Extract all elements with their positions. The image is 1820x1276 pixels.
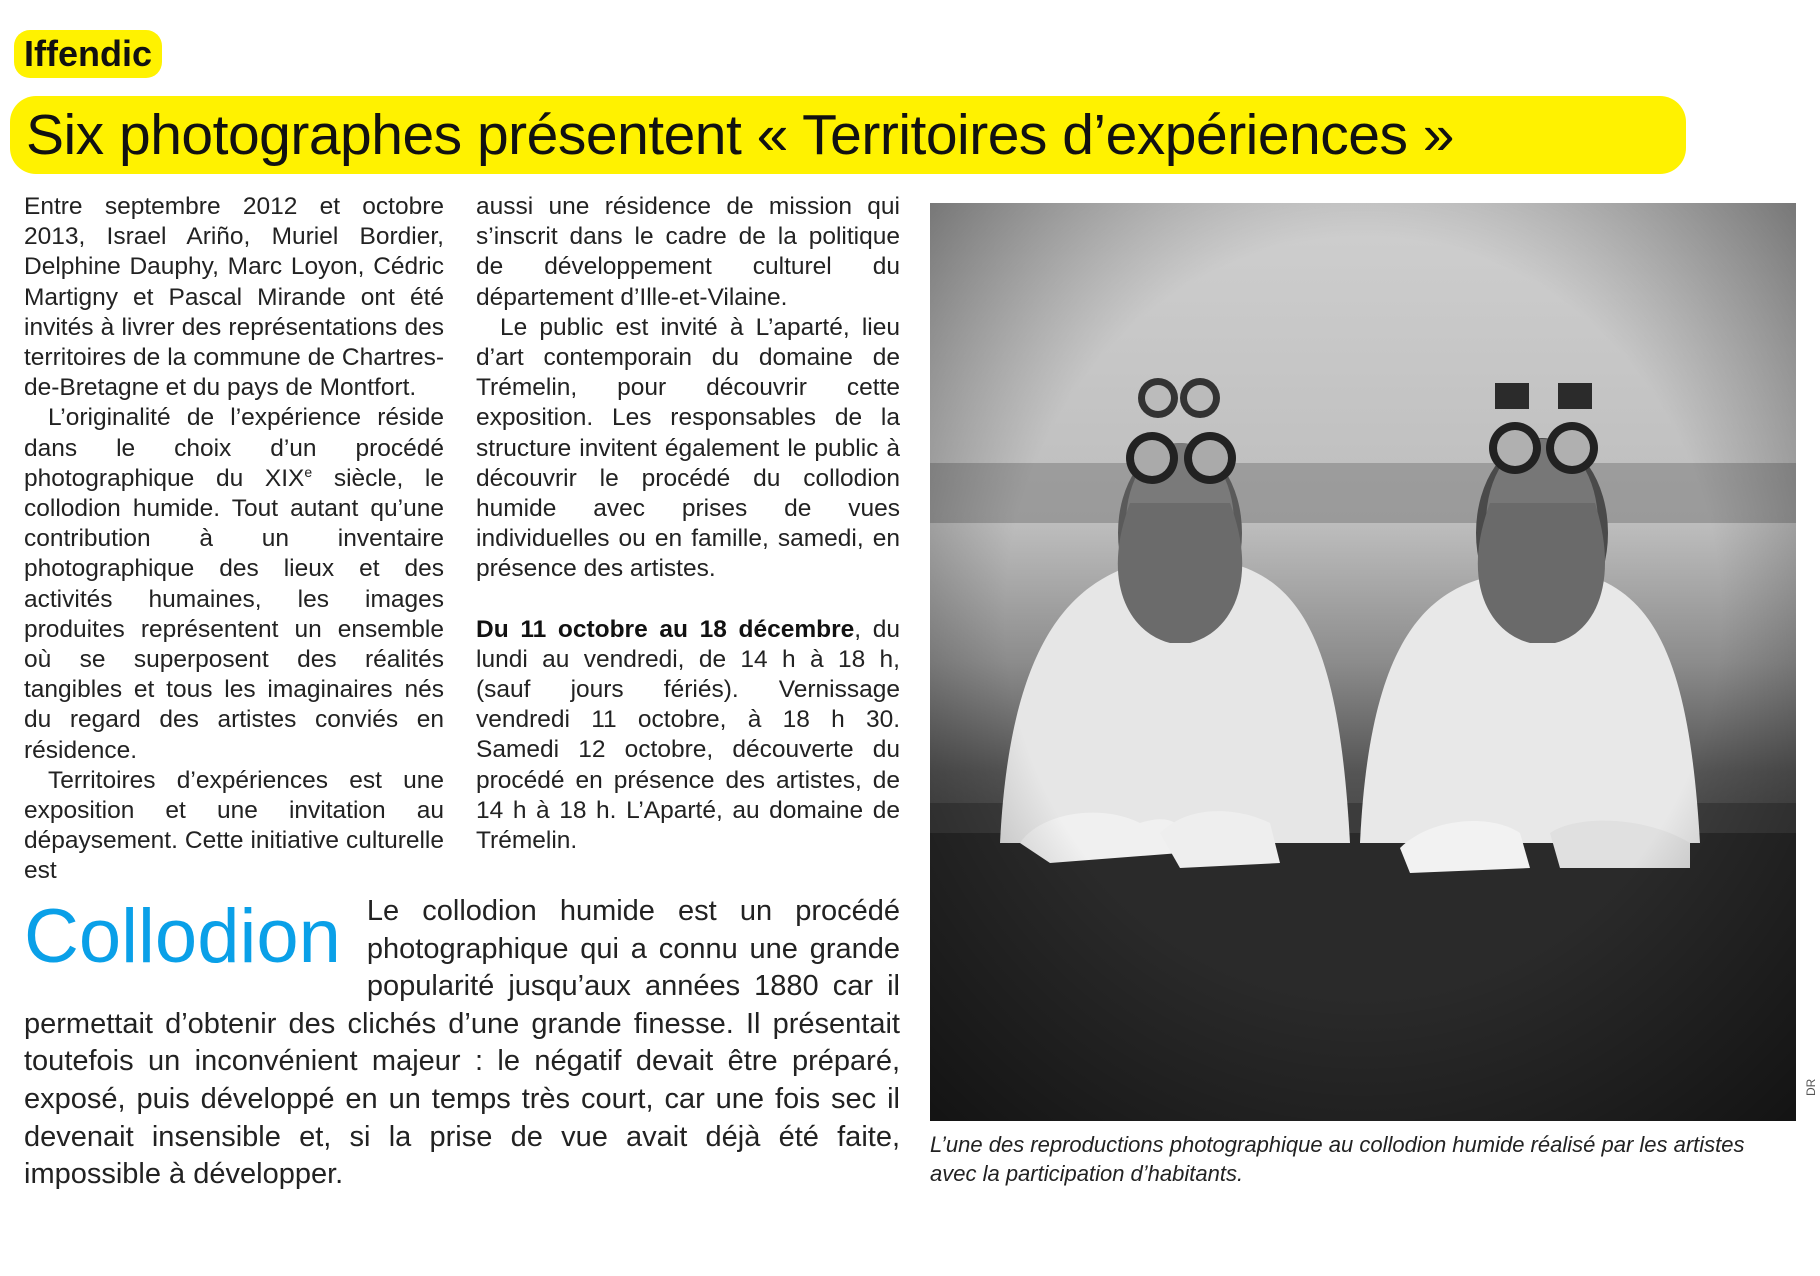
paragraph: Territoires d’expériences est une exposition et une invitation au dépaysement. Cette initiative culturelle est: [24, 766, 444, 885]
collodion-photo-illustration: [930, 203, 1796, 1121]
collodion-box: [24, 893, 900, 1194]
headline: Six photographes présentent « Territoires d’expériences »: [10, 96, 1686, 174]
article-column-1: [24, 192, 444, 887]
article-photo: [930, 203, 1796, 1121]
dates-paragraph: Du 11 octobre au 18 décembre, du lundi au vendredi, de 14 h à 18 h, (sauf jours fériés). Vernissage vendredi 11 octobre, à 18 h 30. Samedi 12 octobre, découverte du procédé en présence des artistes, de 14 h à 18 h. L’Aparté, au domaine de Trémelin.: [476, 615, 900, 855]
photo-credit: DR: [1804, 1078, 1818, 1096]
box-title: Collodion: [24, 894, 341, 979]
superscript: e: [304, 463, 313, 480]
dates-bold: Du 11 octobre au 18 décembre: [476, 615, 855, 643]
photo-caption: [930, 1130, 1790, 1188]
paragraph: L’originalité de l’expérience réside dans le choix d’un procédé photographique du XIXe siècle, le collodion humide. Tout autant qu’une contribution à un inventaire photographique des lieux et des activités humaines, les images produites représentent un ensemble où se superposent des réalités tangibles et tous les imaginaires nés du regard des artistes conviés en résidence.: [24, 404, 444, 764]
article-column-2: [476, 192, 900, 856]
paragraph: Entre septembre 2012 et octobre 2013, Israel Ariño, Muriel Bordier, Delphine Dauphy, Marc Loyon, Cédric Martigny et Pascal Mirande ont été invités à livrer des représentations des territoires de la commune de Chartres-de-Bretagne et du pays de Montfort.: [24, 193, 444, 402]
caption-text: L’une des reproductions photographique au collodion humide réalisé par les artistes avec la participation d’habitants.: [930, 1132, 1745, 1186]
box-text: Le collodion humide est un procédé photographique qui a connu une grande popularité jusqu’aux années 1880 car il permettait d’obtenir des clichés d’une grande finesse. Il présentait toutefois un inconvénient majeur : le négatif devait être préparé, exposé, puis développé en un temps très court, car une fois sec il devenait insensible et, si la prise de vue avait déjà été faite, impossible à développer.: [24, 895, 900, 1191]
paragraph: Le public est invité à L’aparté, lieu d’art contemporain du domaine de Trémelin, pour découvrir cette exposition. Les responsables de la structure invitent également le public à découvrir le procédé du collodion humide avec prises de vues individuelles ou en famille, samedi, en présence des artistes.: [476, 313, 900, 583]
paragraph: aussi une résidence de mission qui s’inscrit dans le cadre de la politique de développement culturel du département d’Ille-et-Vilaine.: [476, 193, 900, 311]
section-tag: Iffendic: [14, 30, 162, 78]
